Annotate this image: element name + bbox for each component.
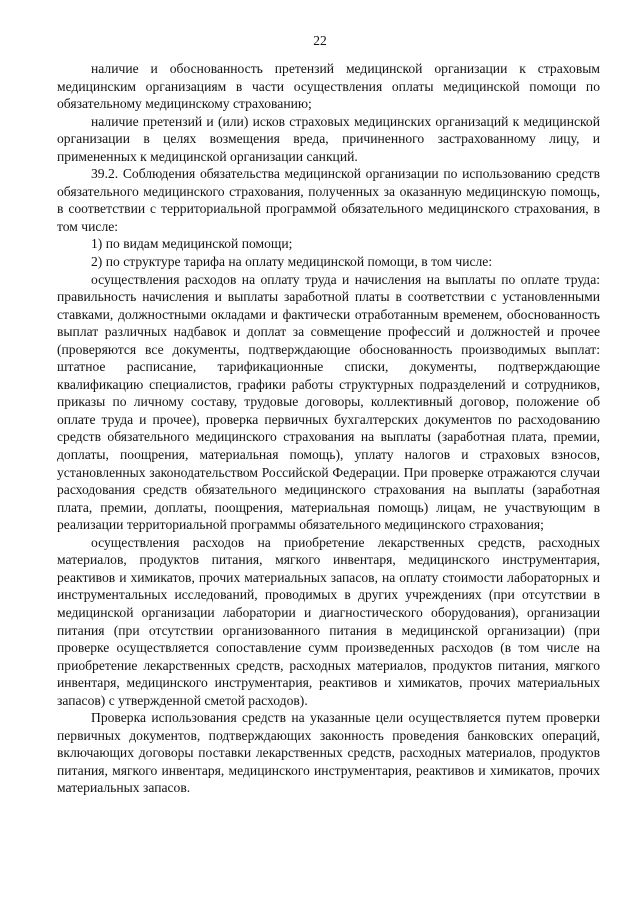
paragraph-item-1: 1) по видам медицинской помощи; xyxy=(91,236,293,252)
paragraph-item-2: 2) по структуре тарифа на оплату медицинской помощи, в том числе: xyxy=(91,254,493,270)
paragraph-supplies-costs: осуществления расходов на приобретение лекарственных средств, расходных материалов, продуктов питания, мягкого инвентаря, медицинского инструментария, реактивов и химикатов, прочих материальных запасов, на оплату стоимости лабораторных и инструментальных исследований, проводимых в других учреждениях (при отсутствии в медицинской организации лаборатории и диагностического оборудования), организации питания (при отсутствии организованного питания в медицинской организации) (при проверке осуществляется сопоставление сумм произведенных расходов (в том числе на приобретение лекарственных средств, расходных материалов, продуктов питания, мягкого инвентаря, медицинского инструментария, реактивов и химикатов, прочих материальных запасов) с утвержденной сметой расходов). xyxy=(57,534,600,708)
page-number: 22 xyxy=(313,33,327,48)
paragraph-section-39-2: 39.2. Соблюдения обязательства медицинской организации по использованию средств обязательного медицинского страхования, полученных за оказанную медицинскую помощь, в соответствии с территориальной программой обязательного медицинского страхования, в том числе: xyxy=(57,166,600,234)
document-body xyxy=(57,60,600,797)
paragraph-claims-from-insurers: наличие претензий и (или) исков страховых медицинских организаций к медицинской организации в целях возмещения вреда, причиненного застрахованному лицу, и примененных к медицинской организации санкций. xyxy=(57,113,600,164)
paragraph-claims-to-insurers: наличие и обоснованность претензий медицинской организации к страховым медицинским организациям в части осуществления оплаты медицинской помощи по обязательному медицинскому страхованию; xyxy=(57,61,600,112)
paragraph-verification: Проверка использования средств на указанные цели осуществляется путем проверки первичных документов, подтверждающих законность проведения банковских операций, включающих договоры поставки лекарственных средств, расходных материалов, продуктов питания, мягкого инвентаря, медицинского инструментария, реактивов и химикатов, прочих материальных запасов. xyxy=(57,710,600,796)
paragraph-labor-costs: осуществления расходов на оплату труда и начисления на выплаты по оплате труда: правильность начисления и выплаты заработной платы в соответствии с установленными ставками, должностными окладами и фактически отработанным временем, обоснованность выплат различных надбавок и доплат за совмещение профессий и должностей и прочее (проверяются все документы, подтверждающие обоснованность производимых выплат: штатное расписание, тарификационные списки, документы, подтверждающие квалификацию специалистов, графики работы структурных подразделений и сотрудников, приказы по личному составу, трудовые договоры, коллективный договор, положение об оплате труда и прочее), проверка первичных бухгалтерских документов по расходованию средств обязательного медицинского страхования на выплаты (заработная плата, премии, доплаты, поощрения, материальная помощь), уплату налогов и страховых взносов, установленных законодательством Российской Федерации. При проверке отражаются случаи расходования средств обязательного медицинского страхования на выплаты (заработная плата, премии, доплаты, поощрения, материальная помощь) лицам, не участвующим в реализации территориальной программы обязательного медицинского страхования; xyxy=(57,271,600,533)
